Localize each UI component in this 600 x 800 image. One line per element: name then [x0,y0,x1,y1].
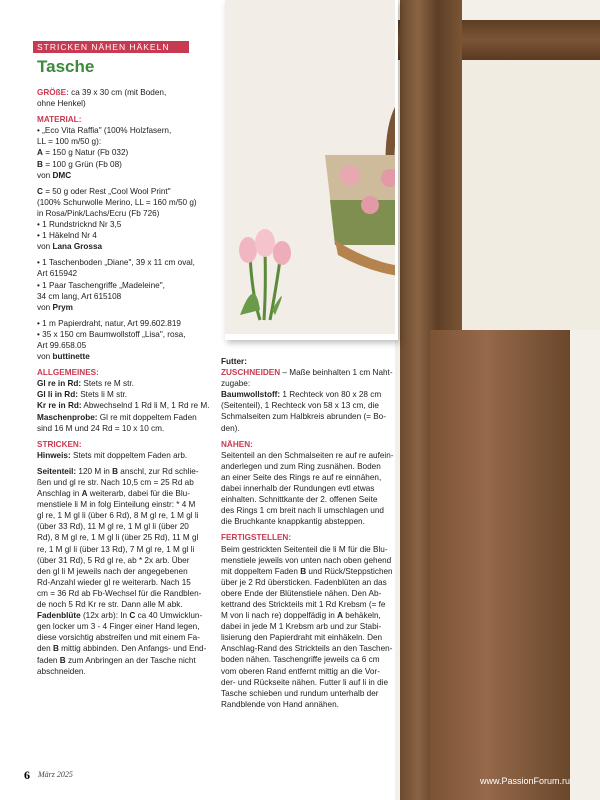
text-segment: Schmalseiten zum Halbkreis abrunden (= Bo- [221,412,386,422]
text-segment: ca 39 x 30 cm (mit Boden, [68,88,167,97]
text-segment: weiterarb, dabei für die Blu- [87,489,190,499]
text-segment: (Seitenteil), 1 Rechteck von 58 x 13 cm, die [221,401,379,411]
text-line [37,621,227,632]
text-segment: A [37,148,43,158]
text-line [37,257,227,268]
text-segment: dabei innerhalb der Rundungen evtl etwas [221,484,375,494]
text-segment: B [59,655,66,665]
text-line [221,505,401,516]
text-line [37,666,227,677]
text-segment: mit doppeltem Faden [221,566,301,576]
page-title: Tasche [37,57,95,76]
text-line [37,197,227,208]
text-segment: Anschlag in [37,489,82,499]
text-line [37,566,227,577]
text-segment: Gl li in Rd: [37,390,78,400]
text-line [37,610,227,621]
text-line [221,483,401,494]
text-segment: anderlegen und zum Ring zusnähen. Boden [221,461,381,471]
text-line [221,411,401,422]
text-segment: re, 1 M gl li (über 13 Rd), 7 M gl re, 1 M gl li [37,544,195,554]
text-segment: ALLGEMEINES: [37,368,99,378]
text-line [37,230,227,241]
text-segment: NÄHEN: [221,439,253,449]
text-segment: die Bruchkante knappkantig absteppen. [221,517,365,527]
text-segment: M von li nach re) doppelfädig in [221,611,338,621]
text-segment: dabei in jede M 1 Krebsm arb und zur Stabi- [221,622,382,632]
text-line [37,98,227,109]
text-line [37,439,227,450]
watermark: www.PassionForum.ru [480,776,571,786]
text-segment: • 1 Häkelnd Nr 4 [37,231,97,241]
text-segment: (über 33 Rd), 11 M gl re, 1 M gl li (über 20 [37,522,189,532]
text-segment: an einer Seite des Rings re auf re einnähen, [221,472,382,482]
text-line [37,423,227,434]
text-line [37,555,227,566]
category-band: STRICKEN NÄHEN HÄKELN [33,41,189,53]
text-segment: faden [37,655,60,665]
text-segment: B [37,159,43,169]
text-line [37,208,227,219]
text-segment: menstiele li M in folg Einteilung einstr: * 4 M [37,500,196,510]
text-line [221,566,401,577]
text-segment: behäkeln, [342,611,381,621]
text-line [221,688,401,699]
bag-photo [225,0,398,340]
text-line [37,329,227,340]
text-segment: = 50 g oder Rest „Cool Wool Print" [42,186,171,196]
text-segment: A [337,611,343,621]
text-line [221,516,401,527]
text-line [37,521,227,532]
text-segment: des Rings 1 cm breit nach li umschlagen und [221,506,384,516]
text-segment: gl re, 1 M gl li (über 6 Rd), 8 M gl re, 1 M gl li [37,511,199,521]
text-segment: der- und Rückseite nähen. Futter li auf li in die [221,677,389,687]
text-segment: B [300,566,307,576]
text-segment: Tasche schieben und rundum unterhalb der [221,688,379,698]
text-segment: 120 M in [76,466,113,476]
text-line [221,677,401,688]
text-segment: den gl li M jeweils nach der angegebenen [37,566,188,576]
plaster-wall [462,60,600,330]
issue-date: März 2025 [38,770,73,779]
text-segment: • 1 Paar Taschengriffe „Madeleine", [37,280,165,290]
text-segment: C [37,186,43,196]
text-line [37,499,227,510]
text-segment: Art 99.658.05 [37,340,87,350]
text-line [221,450,401,461]
text-segment: kettrand des Strickteils mit 1 Rd Krebsm (= fe [221,599,386,609]
text-segment: C [129,611,136,621]
text-line [221,643,401,654]
text-segment: Anschlag-Rand des Strickteils an den Taschen- [221,644,393,654]
text-segment: zum Anbringen an der Tasche nicht [65,655,196,665]
text-segment: DMC [52,170,72,180]
text-line [37,318,227,329]
text-line [37,340,227,351]
text-segment: von [37,242,53,252]
text-segment: menstiele jeweils von unten nach oben gehend [221,555,392,565]
text-line [37,280,227,291]
text-segment: A [81,489,88,499]
text-segment: ZUSCHNEIDEN [221,368,281,378]
text-line [37,577,227,588]
text-segment: • 1 m Papierdraht, natur, Art 99.602.819 [37,318,181,328]
text-line [221,378,401,389]
text-line [37,351,227,362]
text-segment: – Maße beinhalten 1 cm Naht- [280,368,393,378]
lower-beam [430,330,570,800]
text-line [221,439,401,450]
text-line [37,147,227,158]
text-line [37,655,227,666]
text-line [37,400,227,411]
text-line [37,114,227,125]
text-line [221,632,401,643]
text-line [37,367,227,378]
text-line [37,466,227,477]
text-segment: LL = 100 m/50 g): [37,137,102,147]
text-segment: boden nähen. Taschengriffe jeweils ca 6 cm [221,655,380,665]
text-segment: von [37,302,53,312]
text-segment: Seitenteil an den Schmalseiten re auf re aufein- [221,450,394,460]
text-segment: Stets mit doppeltem Faden arb. [70,450,188,460]
text-line [37,450,227,461]
text-segment: Seitenteil: [37,466,77,476]
text-line [221,588,401,599]
text-segment: obere Ende der Blütenstiele nähen. Den Ab- [221,588,382,598]
text-segment: vom oberen Rand entfernt mittig an die Vor- [221,666,380,676]
text-segment: ca 40 Umwicklun- [135,611,203,621]
text-segment: einhalten. Schnittkante der 2. offenen Seite [221,495,378,505]
text-line [221,367,401,378]
text-line [221,699,401,710]
text-segment: diese vorsichtig abstreifen und mit einem Fa- [37,633,200,643]
text-line [221,544,401,555]
text-segment: FERTIGSTELLEN: [221,533,292,543]
text-segment: zugabe: [221,379,251,389]
text-segment: abschneiden. [37,666,86,676]
left-column [37,87,227,677]
text-line [221,666,401,677]
text-segment: Rd), 8 M gl re, 1 M gl li (über 25 Rd), 11 M gl [37,533,199,543]
text-segment: 1 Rechteck von 80 x 28 cm [280,390,382,400]
text-line [221,494,401,505]
text-line [37,389,227,400]
text-line [37,125,227,136]
text-segment: von [37,170,53,180]
text-line [37,302,227,313]
text-segment: STRICKEN: [37,439,82,449]
text-segment: • 35 x 150 cm Baumwollstoff „Lisa", rosa, [37,329,186,339]
text-segment: lisierung den Papierdraht mit einhäkeln. Den [221,633,383,643]
text-segment: (12x arb): In [80,611,130,621]
text-segment: von [37,352,53,362]
text-line [37,170,227,181]
text-segment: Abwechselnd 1 Rd li M, 1 Rd re M. [81,401,210,411]
text-segment: Gl re in Rd: [37,379,82,389]
text-segment: ohne Henkel) [37,99,86,109]
text-line [37,219,227,230]
text-segment: Gl re mit doppeltem Faden [97,412,197,422]
page-number: 6 [24,768,30,782]
text-line [221,461,401,472]
text-segment: Hinweis: [37,450,71,460]
text-line [37,291,227,302]
text-segment: über je 2 Rd übersticken. Fadenblüten an das [221,577,387,587]
text-segment: cm = 36 Rd ab Fb-Wechsel für die Randblen- [37,588,202,598]
text-line [37,643,227,654]
text-segment: = 150 g Natur (Fb 032) [42,148,129,158]
text-segment: Futter: [221,357,247,366]
right-column [221,356,401,710]
text-line [221,532,401,543]
text-line [37,544,227,555]
text-line [37,136,227,147]
text-line [221,599,401,610]
text-line [221,621,401,632]
text-segment: (über 31 Rd), 5 Rd gl re, ab * 2x arb. Über [37,555,190,565]
text-segment: Rd-Anzahl wieder gl re weiterarb. Nach 15 [37,577,191,587]
tulips-image [230,215,300,325]
text-line [221,423,401,434]
text-line [37,412,227,423]
text-line [221,472,401,483]
text-segment: Stets re M str. [81,379,134,389]
text-segment: B [112,466,119,476]
text-segment: buttinette [52,352,90,362]
text-segment: gen locker um 3 - 4 Finger einer Hand legen, [37,622,200,632]
text-line [221,555,401,566]
knitted-bag-image [320,80,398,290]
text-line [221,356,401,367]
text-segment: in Rosa/Pink/Lachs/Ecru (Fb 726) [37,208,160,218]
text-segment: B [52,644,59,654]
text-segment: Prym [52,302,73,312]
text-line [37,87,227,98]
text-line [37,510,227,521]
text-segment: anschl, zur Rd schlie- [118,466,199,476]
text-line [221,577,401,588]
text-segment: Art 615942 [37,269,78,279]
text-line [37,268,227,279]
text-segment: Fadenblüte [37,611,81,621]
text-segment: den). [221,423,240,433]
text-line [221,654,401,665]
text-segment: • 1 Taschenboden „Diane", 39 x 11 cm oval, [37,258,195,268]
text-segment: Randblende von Hand annähen. [221,699,339,709]
text-segment: MATERIAL: [37,115,82,125]
text-segment: Kr re in Rd: [37,401,82,411]
text-segment: Lana Grossa [52,242,103,252]
text-line [37,488,227,499]
text-segment: den [37,644,53,654]
text-segment: Stets li M str. [77,390,128,400]
text-line [221,610,401,621]
text-line [221,389,401,400]
text-segment: de noch 5 Rd Kr re str. Dann alle M abk. [37,600,183,610]
text-line [37,588,227,599]
text-line [37,532,227,543]
text-segment: Baumwollstoff: [221,390,281,400]
text-line [37,477,227,488]
text-segment: GRÖßE: [37,88,69,97]
text-segment: und Rück/Steppstichen [306,566,393,576]
text-segment: mittig abbinden. Den Anfangs- und End- [58,644,207,654]
text-segment: (100% Schurwolle Merino, LL = 160 m/50 g) [37,197,197,207]
text-line [37,159,227,170]
text-line [37,632,227,643]
text-segment: Maschenprobe: [37,412,98,422]
text-segment: sind 16 M und 24 Rd = 10 x 10 cm. [37,423,165,433]
text-segment: • 1 Rundstricknd Nr 3,5 [37,220,122,230]
text-line [37,241,227,252]
text-segment: • „Eco Vita Raffia" (100% Holzfasern, [37,126,172,136]
text-line [37,378,227,389]
text-line [221,400,401,411]
text-segment: = 100 g Grün (Fb 08) [42,159,122,169]
text-segment: ßen und gl re str. Nach 10,5 cm = 25 Rd ab [37,478,194,487]
text-segment: 34 cm lang, Art 615108 [37,291,122,301]
text-segment: Beim gestrickten Seitenteil die li M für die Blu- [221,544,388,554]
text-line [37,599,227,610]
text-line [37,186,227,197]
